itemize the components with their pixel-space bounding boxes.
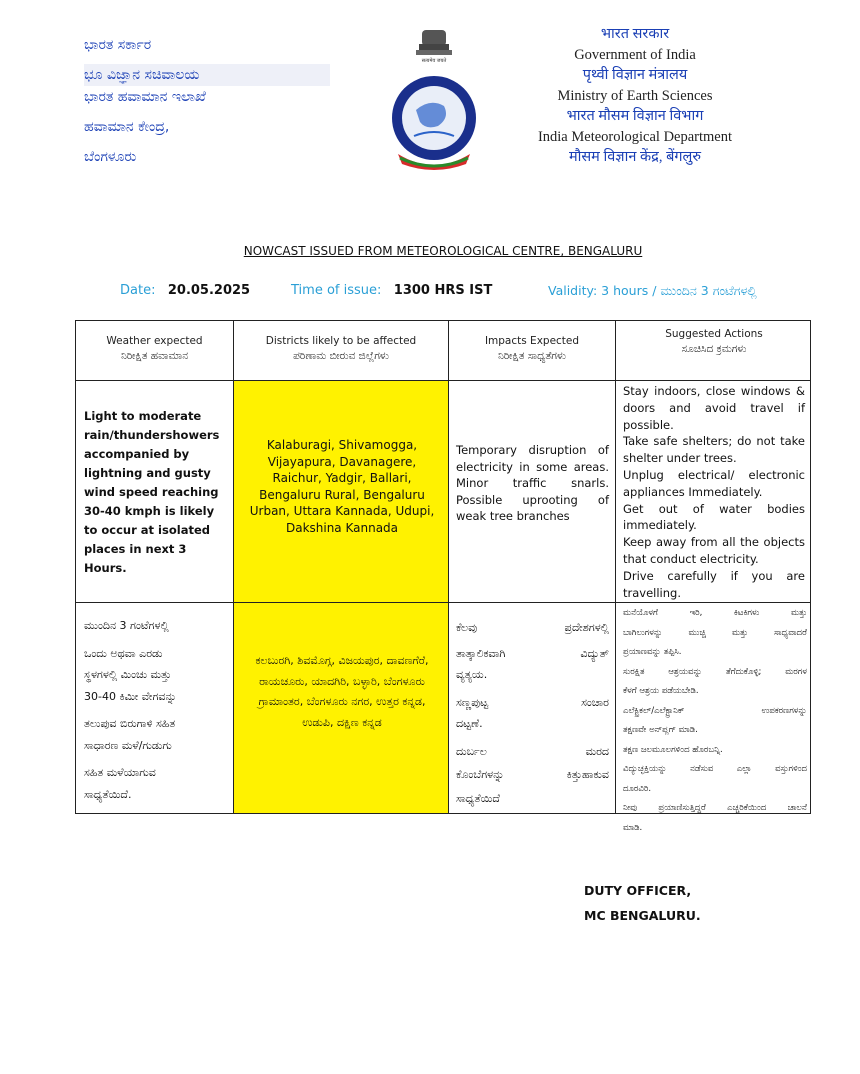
impacts-english: Temporary disruption of electricity in some areas. Minor traffic snarls. Possible uprooting of weak tree branches	[456, 443, 609, 523]
page-title: NOWCAST ISSUED FROM METEOROLOGICAL CENTRE, BENGALURU	[243, 244, 643, 258]
signature-block	[584, 878, 701, 928]
ministry-kannada: ಭೂ ವಿಜ್ಞಾನ ಸಚಿವಾಲಯ	[84, 64, 330, 86]
action-item: Stay indoors, close windows & doors and avoid travel if possible.	[623, 384, 805, 432]
validity-info: Validity: 3 hours / ಮುಂದಿನ 3 ಗಂಟೆಗಳಲ್ಲಿ	[548, 283, 757, 298]
header-impacts: Impacts Expected ನಿರೀಕ್ಷಿತ ಸಾಧ್ಯತೆಗಳು	[484, 335, 580, 362]
action-item: Drive carefully if you are travelling.	[623, 568, 805, 600]
header-districts: Districts likely to be affected ಪರಿಣಾಮ ಬೀರುವ ಜಿಲ್ಲೆಗಳು	[265, 335, 417, 362]
ministry-hindi: पृथ्वी विज्ञान मंत्रालय	[582, 67, 688, 83]
govt-kannada: ಭಾರತ ಸರ್ಕಾರ	[84, 37, 152, 53]
time-value: 1300 HRS IST	[393, 283, 493, 298]
action-item: Get out of water bodies immediately.	[623, 501, 805, 533]
govt-hindi: भारत सरकार	[600, 26, 670, 42]
dept-kannada: ಭಾರತ ಹವಾಮಾನ ಇಲಾಖೆ	[84, 89, 206, 105]
action-item: Keep away from all the objects that conduct electricity.	[623, 535, 805, 566]
date-label: Date:	[120, 283, 156, 298]
header-left-kannada	[84, 34, 330, 168]
impacts-kannada: ಕೆಲವು ಪ್ರದೇಶಗಳಲ್ಲಿ ತಾತ್ಕಾಲಿಕವಾಗಿ ವಿದ್ಯುತ್ ವ್ಯತ್ಯಯ. ಸಣ್ಣಪುಟ್ಟ ಸಂಚಾರ ದಟ್ಟಣೆ. ದುರ್ಬಲ ಮರದ ಕೊಂಬೆಗಳನ್ನು ಕಿತ್ತುಹಾಕುವ ಸಾಧ್ಯತೆಯಿದೆ	[456, 621, 609, 805]
city-kannada: ಬೆಂಗಳೂರು	[84, 149, 137, 165]
actions-kannada: ಮನೆಯೊಳಗೆ ಇರಿ, ಕಿಟಕಿಗಳು ಮತ್ತು ಬಾಗಿಲುಗಳನ್ನು ಮುಚ್ಚಿ ಮತ್ತು ಸಾಧ್ಯವಾದರೆ ಪ್ರಯಾಣವನ್ನು ತಪ್ಪಿಸಿ. ಸುರಕ್ಷಿತ ಆಶ್ರಯವನ್ನು ತೆಗೆದುಕೊಳ್ಳಿ; ಮರಗಳ ಕೆಳಗೆ ಆಶ್ರಯ ಪಡೆಯಬೇಡಿ. ಎಲೆಕ್ಟ್ರಿಕಲ್/ಎಲೆಕ್ಟ್ರಾನಿಕ್ ಉಪಕರಣಗಳನ್ನು ತಕ್ಷಣವೇ ಅನ್‌ಪ್ಲಗ್ ಮಾಡಿ. ತಕ್ಷಣ ಜಲಮೂಲಗಳಿಂದ ಹೊರಬನ್ನಿ. ವಿದ್ಯುಚ್ಛಕ್ತಿಯನ್ನು ನಡೆಸುವ ಎಲ್ಲಾ ವಸ್ತುಗಳಿಂದ ದೂರವಿರಿ. ನೀವು ಪ್ರಯಾಣಿಸುತ್ತಿದ್ದರೆ ಎಚ್ಚರಿಕೆಯಿಂದ ಚಾಲನೆ ಮಾಡಿ.	[623, 608, 807, 833]
ministry-english: Ministry of Earth Sciences	[557, 87, 713, 104]
centre-kannada: ಹವಾಮಾನ ಕೇಂದ್ರ,	[84, 119, 170, 135]
mc-bengaluru: MC BENGALURU.	[584, 908, 701, 923]
date-value: 20.05.2025	[167, 283, 251, 298]
action-item: Unplug electrical/ electronic appliances Immediately.	[623, 467, 805, 499]
emblem-motto: सत्यमेव जयते	[421, 58, 447, 64]
weather-english: Light to moderate rain/thundershowers accompanied by lightning and gusty wind speed reaching 30-40 kmph is likely to occur at isolated places in next 3 Hours.	[84, 409, 220, 575]
header-weather: Weather expected ನಿರೀಕ್ಷಿತ ಹವಾಮಾನ	[106, 335, 203, 362]
duty-officer: DUTY OFFICER,	[584, 883, 692, 898]
actions-english	[623, 383, 805, 601]
weather-kannada: ಮುಂದಿನ 3 ಗಂಟೆಗಳಲ್ಲಿ ಒಂದು ಅಥವಾ ಎರಡು ಸ್ಥಳಗಳಲ್ಲಿ ಮಿಂಚು ಮತ್ತು 30-40 ಕಿಮೀ ವೇಗವನ್ನು ತಲುಪುವ ಬಿರುಗಾಳಿ ಸಹಿತ ಸಾಧಾರಣ ಮಳೆ/ಗುಡುಗು ಸಹಿತ ಮಳೆಯಾಗುವ ಸಾಧ್ಯತೆಯಿದೆ.	[84, 619, 177, 801]
dept-english: India Meteorological Department	[537, 128, 733, 145]
time-label: Time of issue:	[291, 283, 382, 298]
dept-hindi: भारत मौसम विज्ञान विभाग	[566, 108, 704, 124]
districts-kannada: ಕಲಬುರಗಿ, ಶಿವಮೊಗ್ಗ, ವಿಜಯಪುರ, ದಾವಣಗೆರೆ, ರಾಯಚೂರು, ಯಾದಗಿರಿ, ಬಳ್ಳಾರಿ, ಬೆಂಗಳೂರು ಗ್ರಾಮಾಂತರ, ಬೆಂಗಳೂರು ನಗರ, ಉತ್ತರ ಕನ್ನಡ, ಉಡುಪಿ, ದಕ್ಷಿಣ ಕನ್ನಡ	[255, 654, 429, 729]
centre-hindi: मौसम विज्ञान केंद्र, बेंगलुरु	[568, 149, 702, 165]
header-actions: Suggested Actions ಸೂಚಿಸಿದ ಕ್ರಮಗಳು	[665, 328, 763, 355]
header-right	[520, 24, 750, 168]
imd-emblem-logo	[386, 26, 482, 176]
time-info	[291, 283, 492, 298]
date-info	[120, 283, 250, 298]
action-item: Take safe shelters; do not take shelter under trees.	[623, 434, 805, 466]
nowcast-table	[75, 320, 811, 833]
govt-english: Government of India	[574, 46, 696, 63]
districts-english: Kalaburagi, Shivamogga, Vijayapura, Davanagere, Raichur, Yadgir, Ballari, Bengaluru Rural, Bengaluru Urban, Uttara Kannada, Udupi, Dakshina Kannada	[249, 438, 435, 535]
lion-capital-icon	[416, 30, 452, 55]
